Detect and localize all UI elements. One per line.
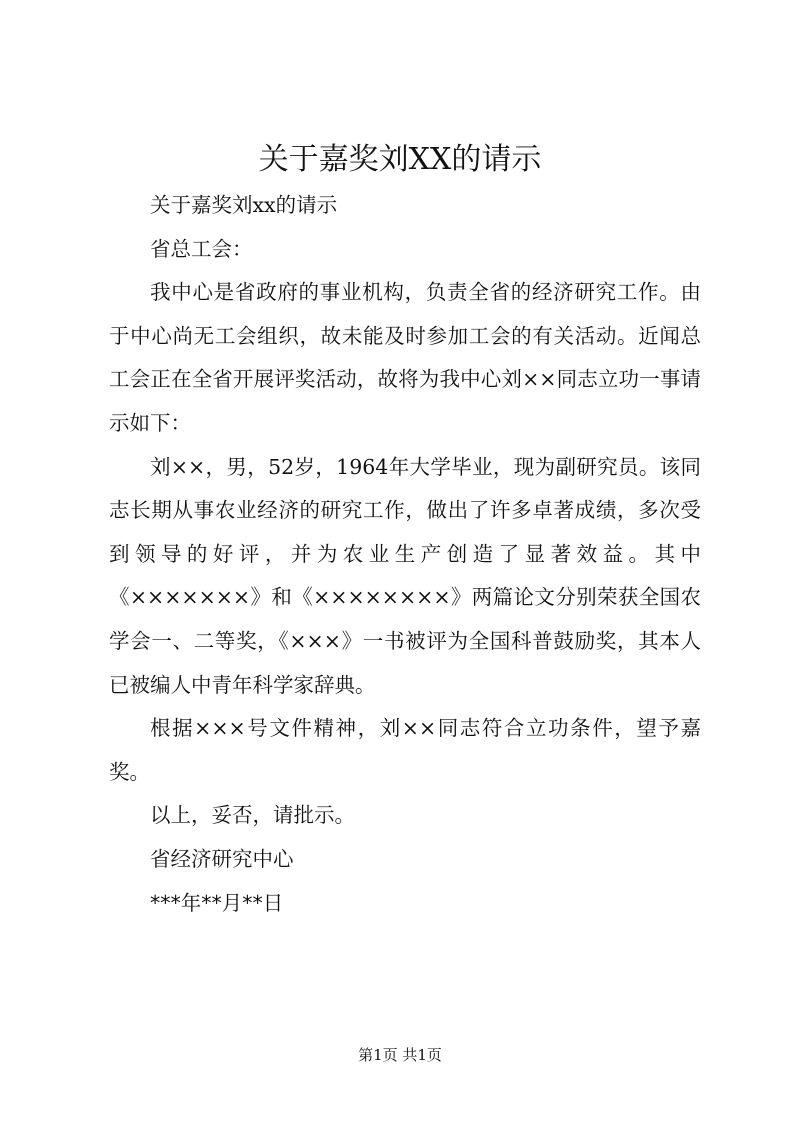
salutation: 省总工会： bbox=[150, 236, 253, 261]
subject-line: 关于嘉奖刘xx的请示 bbox=[150, 193, 338, 217]
closing-line: 以上，妥否，请批示。 bbox=[150, 803, 355, 828]
signature-organization: 省经济研究中心 bbox=[150, 846, 294, 871]
signature-date: ***年**月**日 bbox=[150, 890, 284, 915]
body-paragraph-intro: 我中心是省政府的事业机构，负责全省的经济研究工作。由于中心尚无工会组织，故未能及时参加工会的有关活动。近闻总工会正在全省开展评奖活动，故将为我中心刘××同志立功一事请示如下： bbox=[109, 280, 701, 435]
body-paragraph-request: 根据×××号文件精神，刘××同志符合立功条件，望予嘉奖。 bbox=[109, 716, 701, 784]
document-title: 关于嘉奖刘XX的请示 bbox=[258, 142, 542, 177]
body-paragraph-details: 刘××，男，52岁，1964年大学毕业，现为副研究员。该同志长期从事农业经济的研究工作，做出了许多卓著成绩，多次受到领导的好评，并为农业生产创造了显著效益。其中《×××××××》和《××××××××》两篇论文分别荣获全国农学会一、二等奖，《×××》一书被评为全国科普鼓励奖，其本人已被编人中青年科学家辞典。 bbox=[109, 454, 701, 697]
page-footer: 第1页 共1页 bbox=[358, 1046, 442, 1064]
document-body bbox=[109, 184, 701, 925]
